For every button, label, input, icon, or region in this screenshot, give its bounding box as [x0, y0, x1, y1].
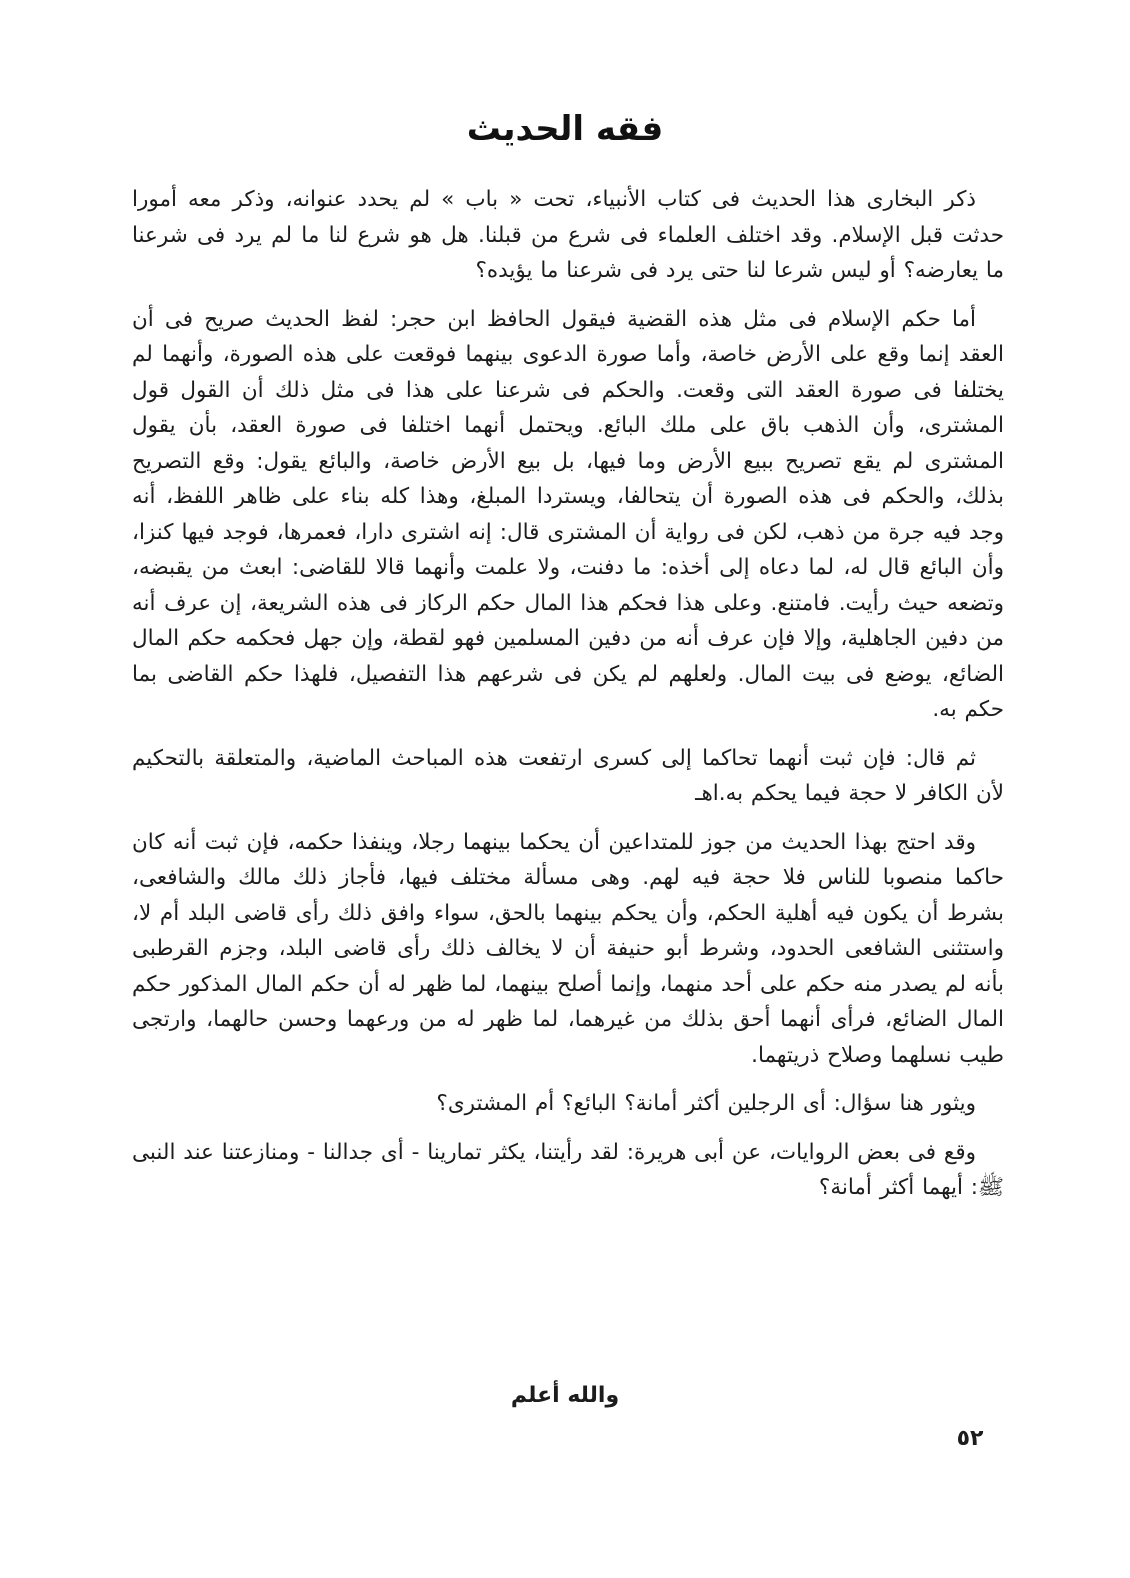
closing-phrase: والله أعلم — [510, 1383, 620, 1408]
page-title: فقه الحديث — [466, 109, 664, 149]
page-number: ٥٢ — [956, 1426, 984, 1451]
paragraph-question: ويثور هنا سؤال: أى الرجلين أكثر أمانة؟ البائع؟ أم المشترى؟ — [436, 1091, 976, 1116]
paragraph-argument: وقد احتج بهذا الحديث من جوز للمتداعين أن يحكما بينهما رجلا، وينفذا حكمه، فإن ثبت أنه كان حاكما منصوبا للناس فلا حجة فيه لهم. وهى مسألة مختلف فيها، فأجاز ذلك مالك والشافعى، بشرط أن يكون فيه أهلية الحكم، وأن يحكم بينهما بالحق، سواء وافق ذلك رأى قاضى البلد أم لا، واستثنى الشافعى الحدود، وشرط أبو حنيفة أن لا يخالف ذلك رأى قاضى البلد، وجزم القرطبى بأنه لم يصدر منه حكم على أحد منهما، وإنما أصلح بينهما، لما ظهر له أن حكم المال المذكور حكم المال الضائع، فرأى أنهما أحق بذلك من غيرهما، لما ظهر له من ورعهما وحسن حالهما، وارتجى طيب نسلهما وصلاح ذريتهما. — [132, 829, 1004, 1068]
paragraph-arbitration: ثم قال: فإن ثبت أنهما تحاكما إلى كسرى ارتفعت هذه المباحث الماضية، والمتعلقة بالتحكيم لأن الكافر لا حجة فيما يحكم به.اهـ — [132, 745, 1004, 806]
body-text — [132, 182, 1004, 1219]
paragraph-ruling: أما حكم الإسلام فى مثل هذه القضية فيقول الحافظ ابن حجر: لفظ الحديث صريح فى أن العقد إنما وقع على الأرض خاصة، وأما صورة الدعوى بينهما فوقعت على هذه الصورة، وأنهما لم يختلفا فى صورة العقد التى وقعت. والحكم فى شرعنا على هذا فى مثل ذلك أن القول قول المشترى، وأن الذهب باق على ملك البائع. ويحتمل أنهما اختلفا فى صورة العقد، بأن يقول المشترى لم يقع تصريح ببيع الأرض وما فيها، بل بيع الأرض خاصة، والبائع يقول: وقع التصريح بذلك، والحكم فى هذه الصورة أن يتحالفا، ويستردا المبلغ، وهذا كله بناء على ظاهر اللفظ، أنه وجد فيه جرة من ذهب، لكن فى رواية أن المشترى قال: إنه اشترى دارا، فعمرها، فوجد فيها كنزا، وأن البائع قال له، لما دعاه إلى أخذه: ما دفنت، ولا علمت وأنهما قالا للقاضى: ابعث من يقبضه، وتضعه حيث رأيت. فامتنع. وعلى هذا فحكم هذا المال حكم الركاز فى هذه الشريعة، إن عرف أنه من دفين الجاهلية، وإلا فإن عرف أنه من دفين المسلمين فهو لقطة، وإن جهل فحكمه حكم المال الضائع، يوضع فى بيت المال. ولعلهم لم يكن فى شرعهم هذا التفصيل، فلهذا حكم القاضى بما حكم به. — [132, 306, 1004, 722]
paragraph-intro: ذكر البخارى هذا الحديث فى كتاب الأنبياء، تحت « باب » لم يحدد عنوانه، وذكر معه أمورا حدثت قبل الإسلام. وقد اختلف العلماء فى شرع من قبلنا. هل هو شرع لنا ما لم يرد فى شرعنا ما يعارضه؟ أو ليس شرعا لنا حتى يرد فى شرعنا ما يؤيده؟ — [132, 187, 1004, 283]
paragraph-narration: وقع فى بعض الروايات، عن أبى هريرة: لقد رأيتنا، يكثر تمارينا - أى جدالنا - ومنازعتنا عند النبى ﷺ: أيهما أكثر أمانة؟ — [132, 1139, 1004, 1200]
